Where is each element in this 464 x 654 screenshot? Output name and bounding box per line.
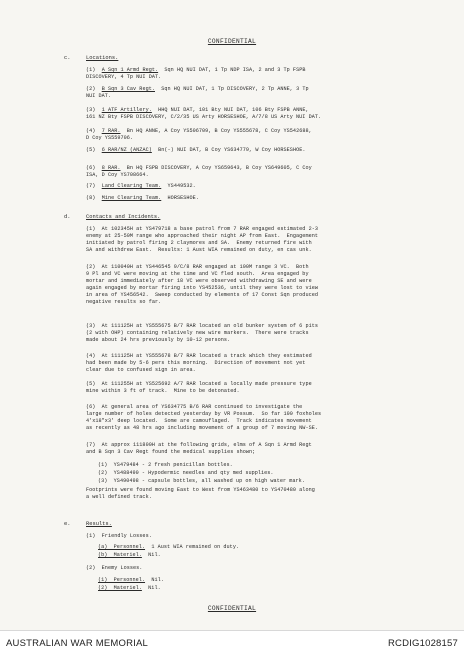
location-text: Bn HQ FSPB DISCOVERY, A Coy YS659643, B Coy YS649605, C Coy bbox=[126, 165, 312, 171]
supply-find-line: (1) YS479484 - 2 fresh penicillan bottles. bbox=[98, 462, 233, 468]
location-text: Bn HQ ANNE, A Coy YS506709, B Coy YS555678, C Coy YS542688, bbox=[126, 128, 312, 134]
location-text: Sqn HQ NUI DAT, 1 Tp DISCOVERY, 2 Tp ANNE, 3 Tp bbox=[161, 86, 309, 92]
location-item-continuation: DISCOVERY, 4 Tp NUI DAT. bbox=[86, 74, 162, 80]
enemy-materiel: (2) Materiel. Nil. bbox=[98, 585, 161, 591]
location-item bbox=[86, 183, 196, 189]
location-item bbox=[86, 147, 305, 153]
location-item bbox=[86, 86, 309, 92]
location-unit-name: 6 RAR/NZ (ANZAC) bbox=[101, 147, 152, 153]
archive-name: AUSTRALIAN WAR MEMORIAL bbox=[6, 638, 149, 649]
location-item bbox=[86, 128, 312, 134]
contact-paragraph-line: again engaged by mortar firing into YS452536, until they were lost to view bbox=[86, 285, 318, 291]
section-letter: d. bbox=[64, 214, 71, 220]
location-text: Bn(-) NUI DAT, B Coy YS634779, W Coy HORSESHOE. bbox=[158, 147, 306, 153]
location-unit-name: 1 ATF Artillery. bbox=[101, 107, 152, 113]
document-id: RCDIG1028157 bbox=[388, 638, 458, 649]
footprints-line: a well defined track. bbox=[86, 494, 152, 500]
location-unit-name: Land Clearing Team. bbox=[101, 183, 162, 189]
location-unit-name: B Sqn 3 Cav Regt. bbox=[101, 86, 155, 92]
contact-paragraph-line: mine within 3 ft of track. Mine to be detonated. bbox=[86, 388, 240, 394]
contact-paragraph-line: SA and withdrew East. Results: 1 Aust WIA remained on duty, en cas unk. bbox=[86, 247, 312, 253]
location-text: HORSESHOE. bbox=[167, 195, 199, 201]
location-text: HHQ NUI DAT, 101 Bty NUI DAT, 106 Bty FSPB ANNE, bbox=[158, 107, 309, 113]
friendly-personnel: (a) Personnel. 1 Aust WIA remained on duty. bbox=[98, 544, 240, 550]
location-number: (2) bbox=[86, 86, 96, 92]
classification-footer: CONFIDENTIAL bbox=[207, 605, 257, 612]
section-letter: c. bbox=[64, 55, 71, 61]
section-heading-locations: Locations. bbox=[86, 55, 119, 61]
location-unit-name: 7 RAR. bbox=[101, 128, 121, 134]
enemy-losses-title: (2) Enemy Losses. bbox=[86, 565, 143, 571]
footprints-line: Footprints were found moving East to West from YS463480 to YS470480 along bbox=[86, 487, 315, 493]
contact-paragraph-line: large number of holes detected yesterday by VR Possum. So far 100 foxholes bbox=[86, 411, 322, 417]
contact-paragraph-line: (7) At approx 111800H at the following grids, elms of A Sqn 1 Armd Regt bbox=[86, 442, 312, 448]
contact-paragraph-line: initiated by patrol firing 2 claymores and SA. Enemy returned fire with bbox=[86, 240, 312, 246]
location-item-continuation: 161 NZ Bty FSPB DISCOVERY, C/2/35 US Arty HORSESHOE, A/7/8 US Arty NUI DAT. bbox=[86, 114, 322, 120]
contact-paragraph-line: (3) At 111125H at YS555675 B/7 RAR located an old bunker system of 6 pits bbox=[86, 323, 318, 329]
location-number: (4) bbox=[86, 128, 96, 134]
location-number: (1) bbox=[86, 67, 96, 73]
location-number: (7) bbox=[86, 183, 96, 189]
location-item-continuation: ISA, D Coy YS708664. bbox=[86, 172, 149, 178]
location-item bbox=[86, 107, 309, 113]
supply-find-line: (3) YS490498 - capsule bottles, all washed up on high water mark. bbox=[98, 478, 305, 484]
contact-paragraph-line: (5) At 111255H at YS525692 A/7 RAR located a locally made pressure type bbox=[86, 381, 312, 387]
enemy-personnel: (1) Personnel. Nil. bbox=[98, 577, 164, 583]
contact-paragraph-line: made about 24 hrs previously by 10-12 persons. bbox=[86, 337, 231, 343]
location-number: (3) bbox=[86, 107, 96, 113]
archive-footer-bar bbox=[0, 630, 464, 654]
contact-paragraph-line: enemy at 25-50M range who approached their night AP from East. Engagement bbox=[86, 233, 318, 239]
location-number: (5) bbox=[86, 147, 96, 153]
location-number: (6) bbox=[86, 165, 96, 171]
contact-paragraph-line: (2 with OHP) containing relatively new wire markers. There were tracks bbox=[86, 330, 309, 336]
location-item-continuation: NUI DAT. bbox=[86, 93, 112, 99]
contact-paragraph-line: negative results so far. bbox=[86, 299, 162, 305]
contact-paragraph-line: 9 Pl and VC were moving at the time and VC fled south. Area engaged by bbox=[86, 271, 309, 277]
classification-header: CONFIDENTIAL bbox=[207, 38, 257, 45]
location-unit-name: 8 RAR. bbox=[101, 165, 121, 171]
contact-paragraph-line: (2) At 110040H at YS446545 9/C/8 RAR engaged at 100M range 3 VC. Both bbox=[86, 264, 309, 270]
contact-paragraph-line: mortar and immediately after 18 VC were observed withdrawing SE and were bbox=[86, 278, 312, 284]
contact-paragraph-line: as recently as 48 hrs ago including movement of a group of 7 moving NW-SE. bbox=[86, 425, 318, 431]
location-item-continuation: D Coy YS559706. bbox=[86, 135, 134, 141]
location-unit-name: Mine Clearing Team. bbox=[101, 195, 162, 201]
location-text: Sqn HQ NUI DAT, 1 Tp NDP ISA, 2 and 3 Tp FSPB bbox=[164, 67, 306, 73]
friendly-materiel: (b) Materiel. Nil. bbox=[98, 552, 161, 558]
section-heading-results: Results. bbox=[86, 521, 112, 527]
section-letter: e. bbox=[64, 521, 71, 527]
supply-find-line: (2) YS488490 - Hypodermic needles and qty med supplies. bbox=[98, 470, 274, 476]
contact-paragraph-line: in area of YS456542. Sweep conducted by elements of 17 Const Sqn produced bbox=[86, 292, 318, 298]
location-number: (8) bbox=[86, 195, 96, 201]
contact-paragraph-line: and B Sqn 3 Cav Regt found the medical supplies shown; bbox=[86, 449, 256, 455]
contact-paragraph-line: had been made by 5-6 pers this morning. Direction of movement not yet bbox=[86, 360, 306, 366]
contact-paragraph-line: (1) At 102345H at YS479718 a base patrol from 7 RAR engaged estimated 2-3 bbox=[86, 226, 318, 232]
location-item bbox=[86, 195, 199, 201]
location-text: YS449532. bbox=[167, 183, 196, 189]
contact-paragraph-line: (6) At general area of YS634775 B/6 RAR continued to investigate the bbox=[86, 404, 303, 410]
contact-paragraph-line: 4'x18"x3' deep located. Some are camouflaged. Track indicates movement bbox=[86, 418, 312, 424]
contact-paragraph-line: (4) At 111125H at YS555678 B/7 RAR located a track which they estimated bbox=[86, 353, 312, 359]
section-heading-contacts: Contacts and Incidents. bbox=[86, 214, 161, 220]
contact-paragraph-line: clear due to confused sign in area. bbox=[86, 367, 196, 373]
location-item bbox=[86, 165, 312, 171]
location-unit-name: A Sqn 1 Armd Regt. bbox=[101, 67, 159, 73]
friendly-losses-title: (1) Friendly Losses. bbox=[86, 533, 152, 539]
location-item bbox=[86, 67, 305, 73]
